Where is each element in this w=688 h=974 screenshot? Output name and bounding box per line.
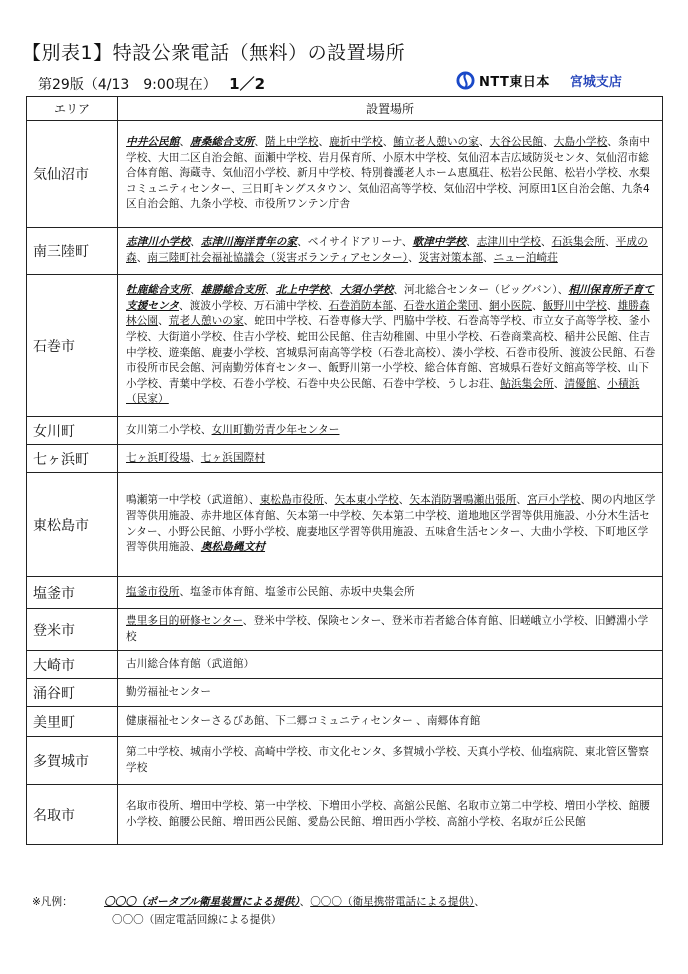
location-entry: 志津川中学校	[476, 236, 541, 249]
brand-name: NTT東日本	[479, 74, 550, 90]
area-name: 多賀城市	[27, 737, 118, 785]
location-entry: 唐桑総合支所	[190, 136, 255, 149]
location-entry: 、	[553, 377, 565, 390]
location-list	[118, 473, 663, 577]
location-entry: 荒老人憩いの家	[168, 315, 244, 328]
legend-portable-satellite: 〇〇〇（ポータブル衛星装置による提供）	[104, 896, 300, 908]
location-entry: 清優館	[564, 377, 597, 390]
location-entry: 、	[265, 284, 276, 297]
location-entry: 、	[466, 236, 477, 249]
table-row	[27, 707, 663, 737]
location-entry: 中井公民館	[126, 136, 180, 149]
location-entry: 志津川小学校	[126, 236, 191, 249]
location-list	[118, 679, 663, 707]
location-entry: 名取市役所、増田中学校、第一中学校、下増田小学校、高舘公民館、名取市立第二中学校、増田小学校、館腰小学校、館腰公民館、増田西公民館、愛島公民館、増田西小学校、高舘小学校、名取が丘公民館	[126, 800, 650, 828]
location-entry: 塩釜市役所	[126, 585, 180, 598]
legend-separator: 、	[474, 896, 485, 908]
area-name: 気仙沼市	[27, 121, 118, 228]
location-entry: 、	[329, 284, 340, 297]
location-entry: 、ベイサイドアリーナ、	[297, 236, 413, 249]
table-row	[27, 121, 663, 228]
location-entry: 、	[606, 299, 618, 312]
location-entry: 、	[190, 236, 201, 249]
location-entry: 、	[392, 299, 404, 312]
table-row	[27, 473, 663, 577]
location-entry: 、	[382, 136, 394, 149]
area-name: 大崎市	[27, 651, 118, 679]
location-entry: 、	[516, 494, 528, 507]
location-entry: 、	[478, 136, 490, 149]
location-entry: 石浜集会所	[551, 236, 606, 249]
location-entry: 災害対策本部	[418, 252, 483, 264]
location-list	[118, 651, 663, 679]
location-entry: 雄勝総合支所	[200, 284, 266, 297]
location-entry: 第二中学校、城南小学校、高崎中学校、市文化センタ、多賀城小学校、天真小学校、仙塩病院、東北管区警察学校	[126, 746, 649, 774]
location-entry: 大谷公民館	[489, 136, 544, 149]
location-entry: 平成の森	[126, 236, 648, 264]
location-entry: 、条南中学校、大田二区自治会館、面瀬中学校、岩月保育所、小原木中学校、気仙沼本吉広域防災センタ、気仙沼市総合体育館、海蔵寺、気仙沼小学校、新月中学校、特別養護老人ホーム恵風荘、松岩公民館、松岩小学校、水梨コミュニティセンター、三日町キングスタウン、気仙沼高等学校、気仙沼中学校、河原田1区自治会館、九条4区自治会館、九条小学校、市役所ワンテン庁舎	[126, 136, 651, 211]
location-list	[118, 609, 663, 651]
ntt-logo-icon	[456, 71, 475, 90]
legend-fixed-line: 〇〇〇（固定電話回線による提供）	[112, 914, 282, 926]
location-entry: 健康福祉センターさるびあ館、下二郷コミュニティセンター 、南郷体育館	[126, 714, 481, 727]
location-entry: 東松島市役所	[259, 494, 324, 507]
location-entry: 、	[318, 136, 330, 149]
location-entry: 石巻水道企業団	[403, 299, 479, 312]
location-list	[118, 737, 663, 785]
location-entry: 、	[158, 315, 169, 328]
location-entry: 、	[531, 299, 543, 312]
legend	[32, 893, 485, 926]
location-list	[118, 707, 663, 737]
location-list	[118, 577, 663, 609]
legend-separator: 、	[299, 896, 311, 908]
location-entry: 大島小学校	[553, 136, 608, 149]
location-entry: 網小医院	[489, 299, 532, 312]
location-entry: 七ヶ浜国際村	[200, 451, 266, 464]
location-entry: 、	[179, 136, 191, 149]
area-name: 東松島市	[27, 473, 118, 577]
area-name: 南三陸町	[27, 228, 118, 275]
location-entry: 矢本東小学校	[334, 494, 399, 507]
location-entry: 鳴瀬第一中学校（武道館）、	[126, 494, 260, 507]
table-row	[27, 785, 663, 845]
location-entry: 豊里多目的研修センター	[126, 615, 243, 627]
table-row	[27, 737, 663, 785]
location-list	[118, 121, 663, 228]
location-column-header: 設置場所	[118, 97, 663, 121]
area-name: 涌谷町	[27, 679, 118, 707]
location-entry: 、	[190, 284, 201, 297]
location-entry: 、	[254, 136, 266, 149]
location-entry: 、	[540, 236, 552, 249]
area-name: 美里町	[27, 707, 118, 737]
location-entry: 七ヶ浜町役場	[126, 451, 191, 464]
table-row	[27, 228, 663, 275]
location-entry: 矢本消防署鳴瀬出張所	[409, 494, 517, 507]
area-name: 石巻市	[27, 275, 118, 417]
table-row	[27, 417, 663, 445]
location-entry: 、	[543, 136, 554, 149]
location-entry: 奥松島縄文村	[200, 541, 266, 554]
location-entry: 女川町勤労青少年センター	[211, 423, 340, 436]
table-row	[27, 445, 663, 473]
location-list	[118, 228, 663, 275]
location-list	[118, 275, 663, 417]
location-entry: 北上中学校	[275, 284, 330, 297]
location-entry: 、	[605, 236, 616, 249]
area-column-header: エリア	[27, 97, 118, 121]
table-row	[27, 609, 663, 651]
area-name: 名取市	[27, 785, 118, 845]
location-table	[26, 96, 663, 845]
location-entry: 鹿折中学校	[329, 136, 383, 149]
location-entry: 、塩釜市体育館、塩釜市公民館、赤坂中央集会所	[179, 585, 415, 598]
location-entry: 歌津中学校	[412, 236, 466, 249]
location-entry: 相川保育所子育て支援センタ	[126, 284, 654, 312]
branch-name: 宮城支店	[569, 74, 622, 90]
location-list	[118, 445, 663, 473]
legend-label: ※凡例：	[32, 896, 73, 908]
location-entry: 志津川海洋青年の家	[200, 236, 298, 249]
location-entry: 、	[136, 252, 148, 264]
location-entry: 勤労福祉センター	[126, 685, 212, 698]
location-list	[118, 417, 663, 445]
location-entry: 古川総合体育館（武道館）	[126, 657, 255, 670]
table-header-row	[27, 97, 663, 121]
area-name: 登米市	[27, 609, 118, 651]
location-entry: 、	[323, 494, 335, 507]
location-entry: 雄勝森林公園	[126, 299, 650, 328]
location-entry: 階上中学校	[265, 136, 319, 149]
location-entry: 、	[398, 494, 410, 507]
area-name: 七ヶ浜町	[27, 445, 118, 473]
edition-info: 第29版（4/13 9:00現在）	[38, 77, 217, 93]
location-entry: 、	[596, 377, 608, 390]
legend-satellite-phone: 〇〇〇（衛星携帯電話による提供）	[310, 896, 475, 908]
location-entry: 宮戸小学校	[527, 494, 581, 507]
location-entry: 、関の内地区学習等供用施設、赤井地区体育館、矢本第一中学校、矢本第二中学校、道地地区学習等供用施設、小分木生活センター、小野公民館、小野小学校、鹿妻地区学習等供用施設、五味倉生活センター、大曲小学校、下町地区学習等供用施設、	[126, 494, 656, 554]
location-entry: 、渡波小学校、万石浦中学校、	[179, 299, 329, 312]
location-entry: 、	[190, 451, 201, 464]
location-entry: 石巻消防本部	[328, 299, 393, 312]
ntt-brand	[456, 69, 622, 91]
location-entry: 鮪立老人憩いの家	[393, 136, 479, 149]
page-title: 【別表1】特設公衆電話（無料）の設置場所	[22, 42, 406, 64]
location-entry: 小積浜（民家）	[126, 377, 640, 406]
location-entry: 大須小学校	[339, 284, 394, 297]
location-entry: 、河北総合センター（ビッグバン）、	[393, 284, 569, 297]
location-entry: 女川第二小学校、	[126, 423, 212, 436]
table-body	[27, 121, 663, 845]
table-row	[27, 679, 663, 707]
location-entry: 、蛇田中学校、石巻専修大学、門脇中学校、石巻高等学校、市立女子高等学校、釜小学校、大街道小学校、住吉小学校、蛇田公民館、住吉幼稚園、中里小学校、石巻商業高校、稲井公民館、住吉中学校、遊楽館、鹿妻小学校、宮城県河南高等学校（石巻北高校）、湊小学校、石巻市役所、渡波公民館、石巻市役所市民会館、河南勤労体育センター、飯野川第一小学校、総合体育館、宮城県石巻好文館高等学校、山下小学校、青葉中学校、石巻小学校、石巻中央公民館、石巻中学校、うしお荘、	[126, 315, 656, 390]
table-row	[27, 651, 663, 679]
page-indicator: 1／2	[229, 75, 266, 93]
location-entry: ニュー泊崎荘	[493, 252, 558, 264]
location-entry: 鮎浜集会所	[500, 377, 554, 390]
location-entry: 牡鹿総合支所	[126, 284, 191, 297]
location-entry: 飯野川中学校	[542, 299, 607, 312]
edition-line	[38, 73, 265, 94]
location-entry: 、	[408, 252, 419, 264]
table-row	[27, 577, 663, 609]
location-entry: 、	[482, 252, 494, 264]
location-entry: 南三陸町社会福祉協議会（災害ボランティアセンター）	[147, 252, 409, 264]
table-row	[27, 275, 663, 417]
area-name: 女川町	[27, 417, 118, 445]
location-entry: 、登米中学校、保険センター、登米市若者総合体育館、旧嵯峨立小学校、旧鱒淵小学校	[126, 615, 649, 643]
location-list	[118, 785, 663, 845]
location-entry: 、	[478, 299, 490, 312]
area-name: 塩釜市	[27, 577, 118, 609]
